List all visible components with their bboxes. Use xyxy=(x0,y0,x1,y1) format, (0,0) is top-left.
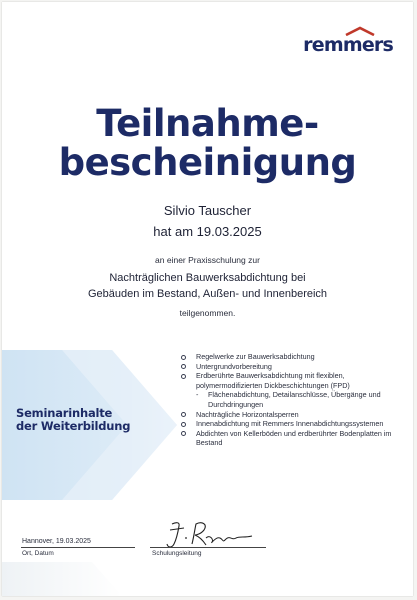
place-date-label: Ort, Datum xyxy=(22,550,54,557)
dash-icon: - xyxy=(196,390,199,400)
seminar-heading-line-2: der Weiterbildung xyxy=(16,419,131,433)
seminar-heading-line-1: Seminarinhalte xyxy=(16,406,113,420)
participant-name: Silvio Tauscher xyxy=(163,203,252,218)
place-date-line xyxy=(21,547,135,548)
list-item-text: Untergrundvorbereitung xyxy=(196,361,272,371)
list-item xyxy=(180,362,398,372)
bullet-icon xyxy=(181,412,186,417)
course-title-line-2: Gebäuden im Bestand, Außen- und Innenbereich xyxy=(87,288,328,300)
certificate-page xyxy=(2,2,413,596)
list-item xyxy=(180,429,398,448)
seminar-heading xyxy=(16,407,130,433)
bullet-icon xyxy=(181,364,186,369)
signature-line xyxy=(150,547,266,548)
list-item-text: Erdberührte Bauwerksabdichtung mit flexiblen, polymermodifizierten Dickbeschichtungen (FPD) xyxy=(196,371,350,390)
list-item-text: Abdichten von Kellerböden und erdberührter Bodenplatten im Bestand xyxy=(196,428,392,448)
list-item-text: Nachträgliche Horizontalsperren xyxy=(196,409,299,419)
list-item xyxy=(180,419,398,429)
list-item-text: Regelwerke zur Bauwerksabdichtung xyxy=(196,352,315,361)
bullet-icon xyxy=(181,431,186,436)
remmers-logo xyxy=(303,26,393,58)
bullet-icon xyxy=(181,422,186,427)
bullet-icon xyxy=(181,355,186,360)
sub-list-item-text: Flächenabdichtung, Detailanschlüsse, Übergänge und Durchdringungen xyxy=(208,390,381,409)
bottom-decoration xyxy=(2,562,162,596)
sub-list xyxy=(196,390,398,409)
list-item xyxy=(180,371,398,409)
certificate-title-line-2: bescheinigung xyxy=(58,141,357,184)
intro-text: an einer Praxisschulung zur xyxy=(155,255,260,265)
bullet-icon xyxy=(181,374,186,379)
attendance-date: hat am 19.03.2025 xyxy=(153,224,262,239)
signature-label: Schulungsleitung xyxy=(152,550,202,557)
list-item-text: Innenabdichtung mit Remmers Innenabdichtungssystemen xyxy=(196,419,384,429)
certificate-title-line-1: Teilnahme- xyxy=(96,102,319,145)
logo-wordmark: remmers xyxy=(303,34,393,56)
place-date-value: Hannover, 19.03.2025 xyxy=(22,538,91,545)
list-item xyxy=(180,352,398,362)
list-item xyxy=(180,410,398,420)
course-title-line-1: Nachträglichen Bauwerksabdichtung bei xyxy=(109,272,306,284)
outro-text: teilgenommen. xyxy=(179,308,236,318)
seminar-content-list xyxy=(180,352,398,448)
sub-list-item xyxy=(180,390,398,409)
